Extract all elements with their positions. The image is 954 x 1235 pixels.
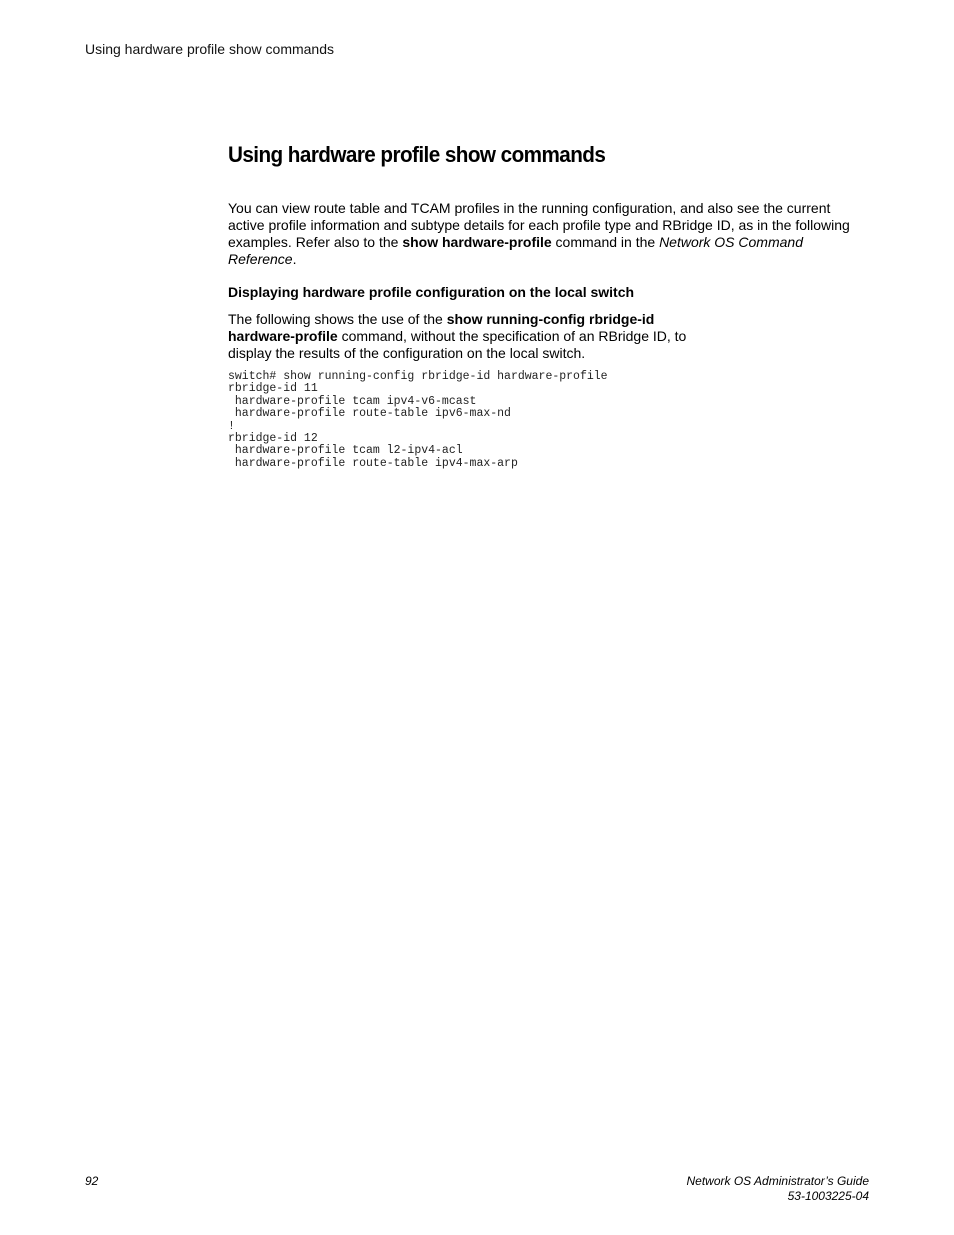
intro-reference-italic: Network OS Command Reference <box>228 234 803 267</box>
intro-paragraph <box>228 200 858 268</box>
intro-command-bold: show hardware-profile <box>402 234 552 250</box>
code-line: rbridge-id 12 <box>228 432 318 446</box>
code-line: ! <box>228 419 235 433</box>
body-paragraph <box>228 311 698 362</box>
footer-doc-title: Network OS Administrator’s Guide <box>686 1174 869 1188</box>
page-number: 92 <box>85 1174 99 1188</box>
code-block <box>228 371 608 470</box>
code-line: switch# show running-config rbridge-id hardware-profile <box>228 370 608 383</box>
body-text-2: command, without the specification of an RBridge ID, to display the results of the configuration on the local switch. <box>228 328 687 361</box>
body-text-1: The following shows the use of the <box>228 311 447 327</box>
footer-doc-number: 53-1003225-04 <box>787 1189 869 1203</box>
intro-text-3: . <box>292 251 297 267</box>
code-line: hardware-profile tcam ipv4-v6-mcast <box>228 394 477 408</box>
section-title: Using hardware profile show commands <box>228 142 606 167</box>
running-header: Using hardware profile show commands <box>85 41 334 57</box>
body-command-bold: show running-config rbridge-id hardware-profile <box>228 311 655 344</box>
footer-doc-info <box>686 1174 869 1204</box>
intro-text-2: command in the <box>551 234 660 250</box>
intro-text-1: You can view route table and TCAM profiles in the running configuration, and also see the current active profile information and subtype details for each profile type and RBridge ID, as in the following examples. Refer also to the <box>228 200 850 250</box>
subheading: Displaying hardware profile configuration on the local switch <box>228 284 635 300</box>
code-line: hardware-profile tcam l2-ipv4-acl <box>228 444 463 458</box>
code-line: rbridge-id 11 <box>228 382 318 396</box>
code-line: hardware-profile route-table ipv4-max-arp <box>228 456 518 470</box>
code-line: hardware-profile route-table ipv6-max-nd <box>228 407 511 421</box>
